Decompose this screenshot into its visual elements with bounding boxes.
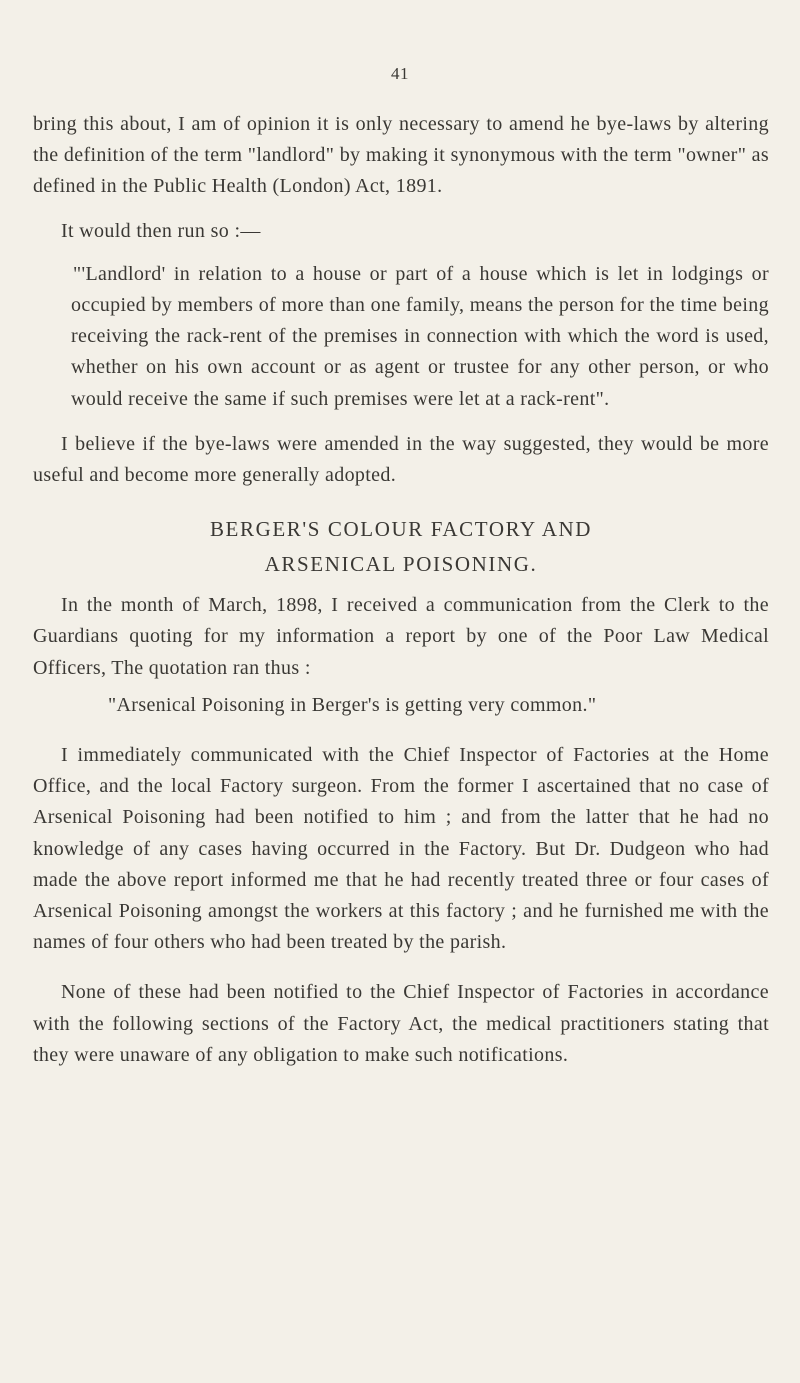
body-text (33, 109, 769, 1071)
paragraph-communication: In the month of March, 1898, I received a communication from the Clerk to the Guardians quoting for my information a report by one of the Poor Law Medical Officers, The quotation ran thus : (33, 594, 769, 679)
section-heading (33, 512, 769, 582)
paragraph-inspector: I immediately communicated with the Chief Inspector of Factories at the Home Office, and the local Factory surgeon. From the former I ascertained that no case of Arsenical Poisoning had been notified to him ; and from the latter that he had no knowledge of any cases having occurred in the Factory. But Dr. Dudgeon who had made the above report informed me that he had recently treated three or four cases of Arsenical Poisoning amongst the workers at this factory ; and he furnished me with the names of four others who had been treated by the parish. (33, 744, 769, 954)
paragraph-continuation: bring this about, I am of opinion it is only necessary to amend he bye-laws by altering the definition of the term "landlord" by making it synonymous with the term "owner" as defined in the Public Health (London) Act, 1891. (33, 113, 769, 198)
paragraph-intro: It would then run so :— (61, 219, 261, 242)
paragraph-belief: I believe if the bye-laws were amended in the way suggested, they would be more useful and become more generally adopted. (33, 432, 769, 487)
section-heading-line2: ARSENICAL POISONING. (264, 552, 538, 577)
quote-landlord-definition: "'Landlord' in relation to a house or part of a house which is let in lodgings or occupied by members of more than one family, means the person for the time being receiving the rack-rent of the premises in connection with which the word is used, whether on his own account or as agent or trustee for any other person, or who would receive the same if such premises were let at a rack-rent". (71, 262, 769, 410)
section-heading-line1: BERGER'S COLOUR FACTORY AND (209, 517, 593, 542)
quote-arsenical: "Arsenical Poisoning in Berger's is getting very common." (108, 693, 597, 716)
page-number: 41 (391, 64, 409, 83)
paragraph-not-notified: None of these had been notified to the Chief Inspector of Factories in accordance with the following sections of the Factory Act, the medical practitioners stating that they were unaware of any obligation to make such notifications. (33, 981, 769, 1066)
